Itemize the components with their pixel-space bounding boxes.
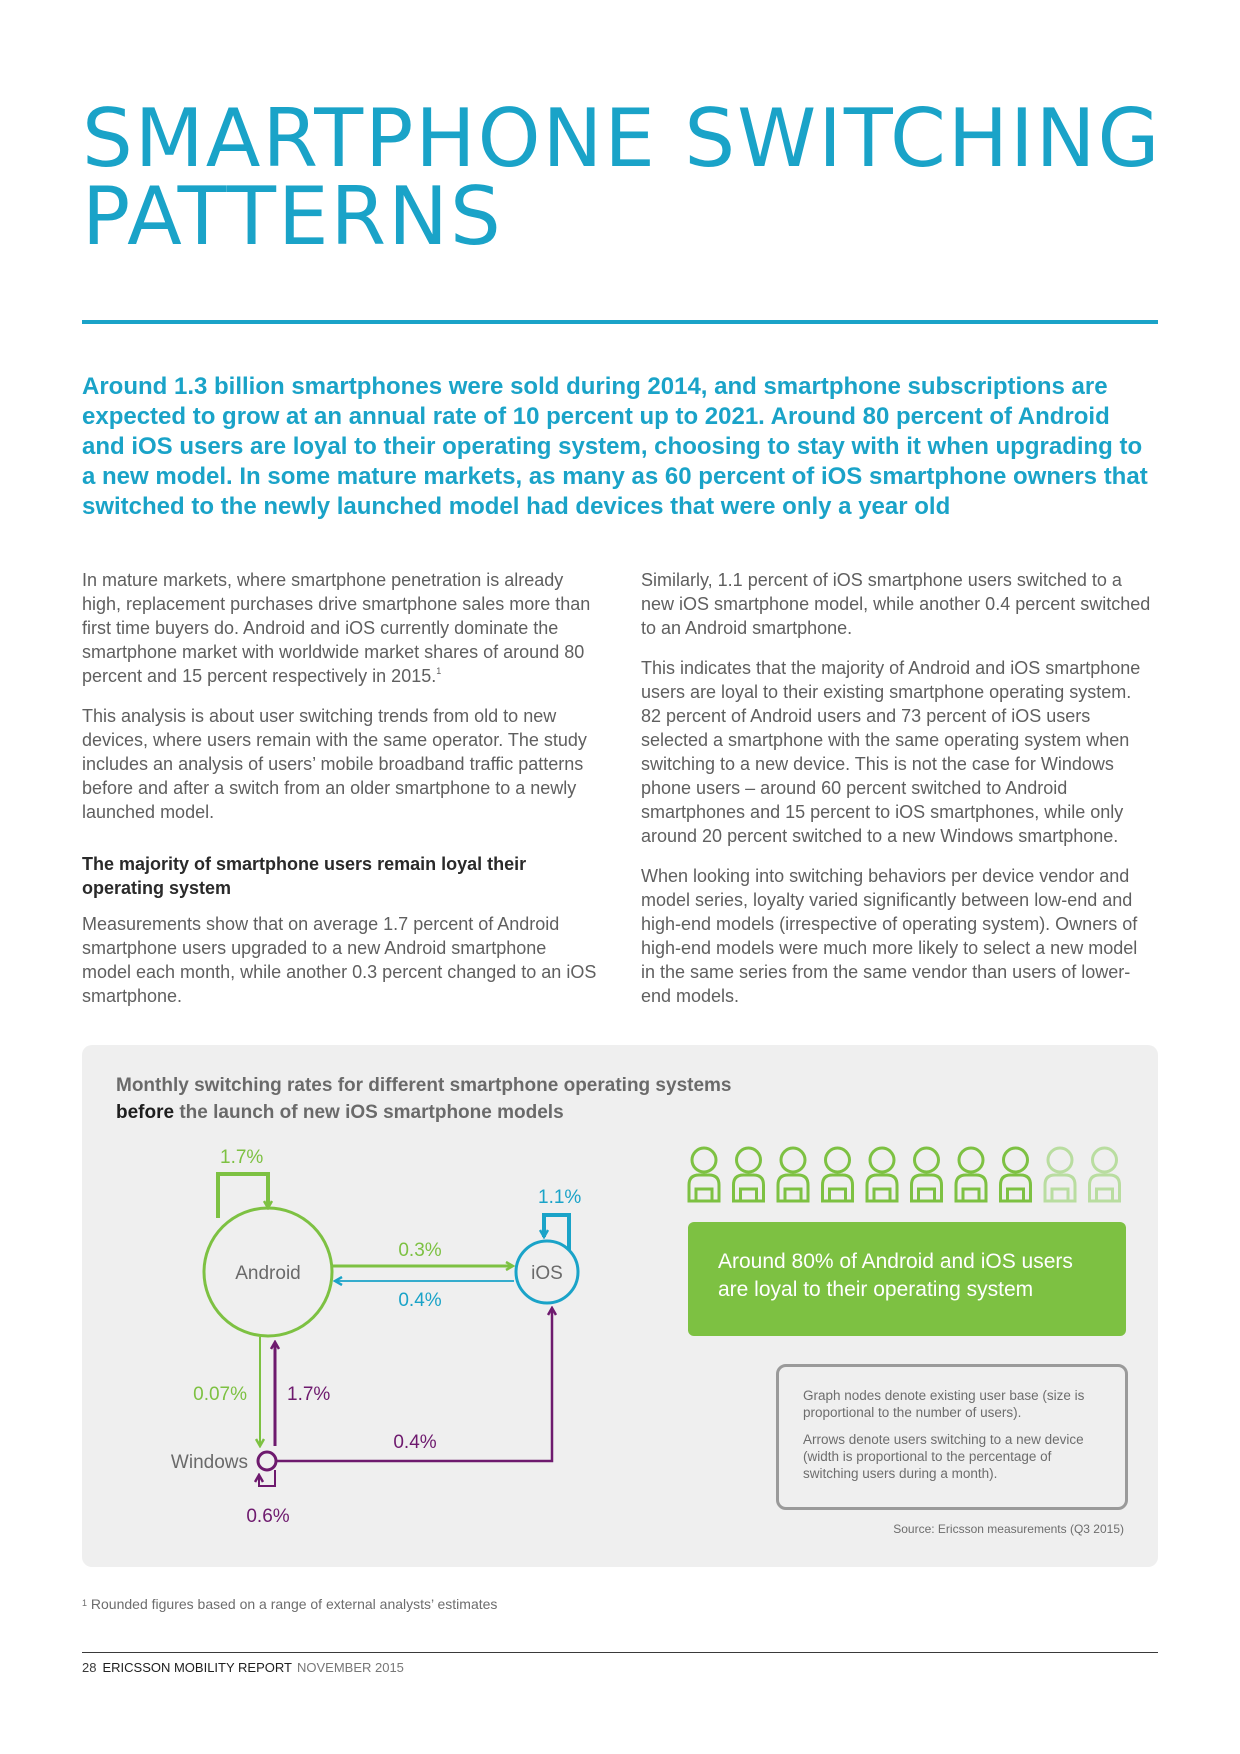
chart-title: Monthly switching rates for different smartphone operating systems before the launch of new iOS smartphone models (116, 1075, 732, 1123)
person-icon-filled (912, 1148, 942, 1201)
node-ios-label: iOS (531, 1263, 563, 1284)
title-line-2: PATTERNS (82, 170, 503, 263)
intro-paragraph: Around 1.3 billion smartphones were sold during 2014, and smartphone subscriptions are expected to grow at an annual rate of 10 percent up to 2021. Around 80 percent of Android and iOS users are loyal to their operating system, choosing to stay with it when upgrading to a new model. In some mature markets, as many as 60 percent of iOS smartphone owners that switched to the newly launched model had devices that were only a year old (82, 373, 1148, 520)
label-ios-self: 1.1% (538, 1187, 582, 1208)
node-android-label: Android (235, 1263, 301, 1284)
person-icon-filled (778, 1148, 808, 1201)
legend-note-nodes: Graph nodes denote existing user base (size is proportional to the number of users). (803, 1388, 1085, 1420)
loyal-users-people-icons (684, 1145, 1128, 1205)
footer-divider (82, 1652, 1158, 1653)
switching-diagram (140, 1130, 610, 1540)
title-divider (82, 320, 1158, 324)
label-ios-android: 0.4% (398, 1290, 442, 1311)
right-paragraph-3: When looking into switching behaviors per device vendor and model series, loyalty varied significantly between low-end and high-end models (irrespective of operating system). Owners of high-end models were much more likely to select a new model in the same series from the same vendor than users of lower-end models. (641, 866, 1138, 1006)
page-number: 28 (82, 1660, 97, 1675)
left-paragraph-2: This analysis is about user switching trends from old to new devices, where users remain with the same operator. The study includes an analysis of users’ mobile broadband traffic patterns before and after a switch from an older smartphone to a newly launched model. (82, 706, 587, 822)
person-icon-faded (1090, 1148, 1120, 1201)
label-windows-ios: 0.4% (393, 1432, 437, 1453)
label-windows-android: 1.7% (287, 1384, 331, 1405)
person-icon-filled (823, 1148, 853, 1201)
title-line-1: SMARTPHONE SWITCHING (82, 92, 1162, 185)
right-column (641, 568, 1156, 1024)
edge-ios-self (544, 1215, 569, 1250)
node-windows-label: Windows (170, 1452, 248, 1473)
right-paragraph-1: Similarly, 1.1 percent of iOS smartphone users switched to a new iOS smartphone model, while another 0.4 percent switched to an Android smartphone. (641, 570, 1151, 638)
right-paragraph-2: This indicates that the majority of Android and iOS smartphone users are loyal to their existing smartphone operating system. 82 percent of Android users and 73 percent of iOS users selected a smartphone with the same operating system when switching to a new device. This is not the case for Windows phone users – around 60 percent switched to Android smartphones and 15 percent to iOS smartphones, while only around 20 percent switched to a new Windows smartphone. (641, 658, 1141, 846)
node-windows (258, 1452, 276, 1470)
report-name: ERICSSON MOBILITY REPORT (102, 1660, 292, 1675)
person-icon-filled (956, 1148, 986, 1201)
person-icon-filled (689, 1148, 719, 1201)
page-title (82, 92, 1182, 263)
edge-android-self (218, 1174, 268, 1218)
left-paragraph-3: Measurements show that on average 1.7 percent of Android smartphone users upgraded to a new Android smartphone model each month, while another 0.3 percent changed to an iOS smartphone. (82, 914, 597, 1006)
person-icon-faded (1045, 1148, 1075, 1201)
label-android-windows: 0.07% (193, 1384, 247, 1405)
edge-windows-self (259, 1470, 275, 1486)
person-icon-filled (734, 1148, 764, 1201)
label-android-ios: 0.3% (398, 1240, 442, 1261)
loyal-callout: Around 80% of Android and iOS users are loyal to their operating system (688, 1222, 1126, 1336)
legend-note-arrows: Arrows denote users switching to a new device (width is proportional to the percentage of switching users during a month). (803, 1432, 1084, 1481)
report-date: NOVEMBER 2015 (296, 1660, 404, 1675)
left-column (82, 568, 597, 1024)
label-android-self: 1.7% (220, 1147, 264, 1168)
person-icon-filled (1001, 1148, 1031, 1201)
person-icon-filled (867, 1148, 897, 1201)
left-paragraph-1: In mature markets, where smartphone penetration is already high, replacement purchases drive smartphone sales more than first time buyers do. Android and iOS currently dominate the smartphone market with worldwide market shares of around 80 percent and 15 percent respectively in 2015.$^1$ (82, 570, 591, 686)
page-footer (82, 1660, 404, 1675)
label-windows-self: 0.6% (246, 1506, 290, 1527)
footnote-ref: 1 (436, 666, 442, 676)
legend-note (776, 1364, 1128, 1510)
footnote: $^1$ Rounded figures based on a range of external analysts’ estimates (82, 1596, 498, 1612)
chart-source: Source: Ericsson measurements (Q3 2015) (893, 1522, 1124, 1536)
section-heading: The majority of smartphone users remain loyal their operating system (82, 854, 527, 898)
